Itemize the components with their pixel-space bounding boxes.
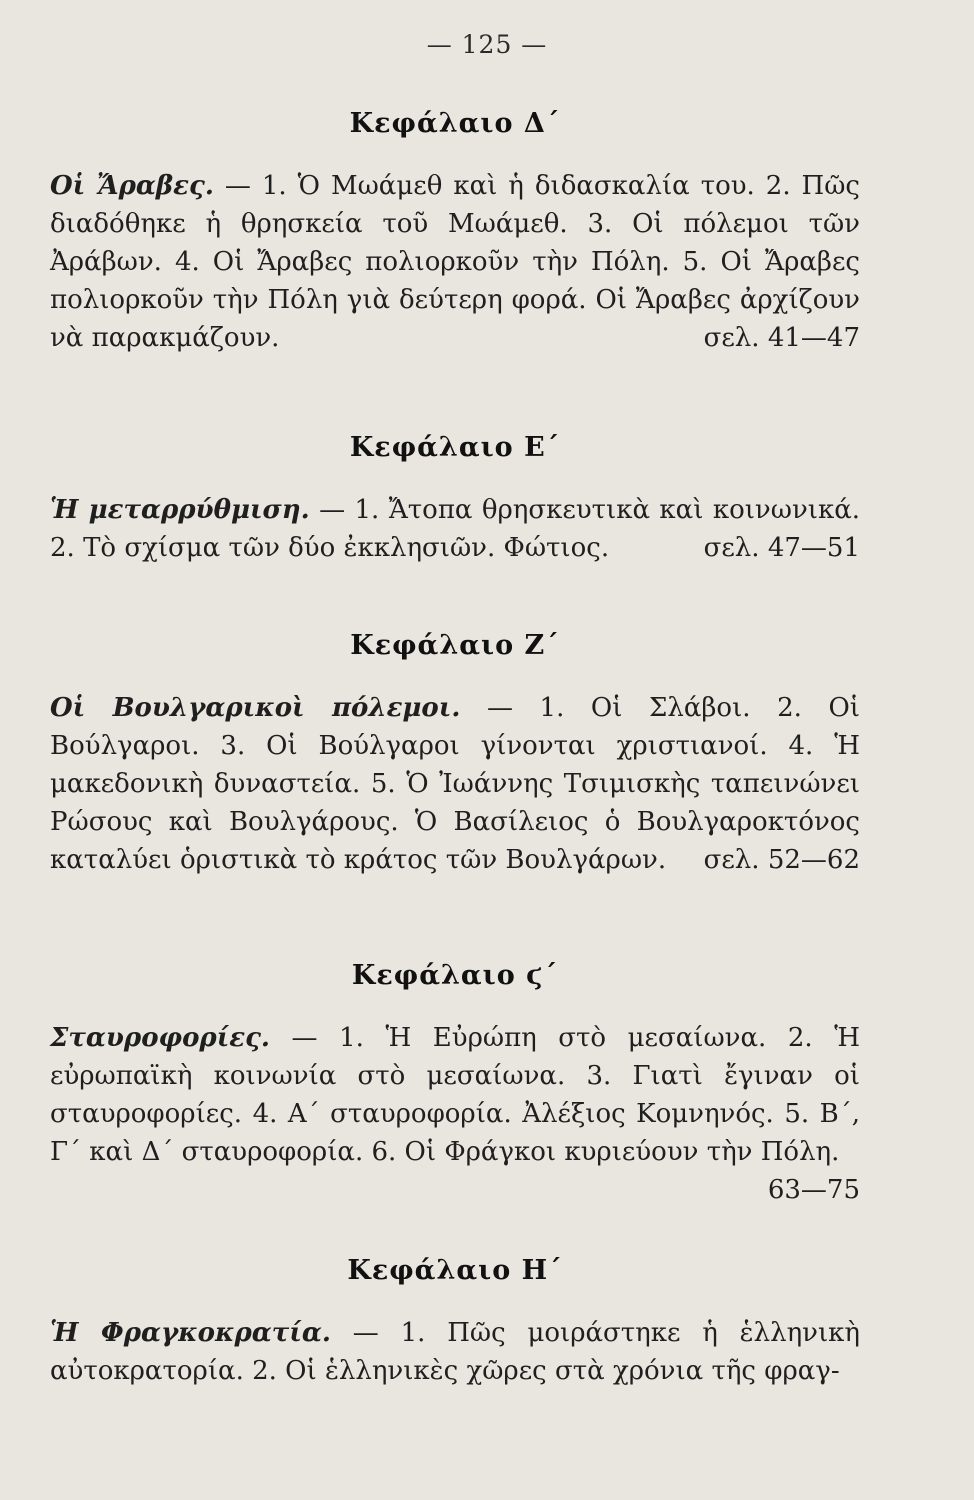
- chapter-eta: [50, 1255, 860, 1390]
- chapter-heading: Κεφάλαιο Η΄: [347, 1255, 563, 1286]
- page-range: σελ. 52—62: [703, 845, 860, 875]
- chapter-topics: — 1. Οἱ Σλάβοι. 2. Οἱ Βούλγαροι. 3. Οἱ Βούλγαροι γίνονται χριστιανοί. 4. Ἡ μακεδονικὴ δυναστεία. 5. Ὁ Ἰωάννης Τσιμισκὴς ταπεινώνει Ρώσους καὶ Βουλγάρους. Ὁ Βασίλειος ὁ Βουλγαροκτόνος καταλύει ὁριστικὰ τὸ κράτος τῶν Βουλγάρων.: [50, 693, 860, 875]
- page-range: σελ. 47—51: [703, 533, 860, 563]
- chapter-delta: [50, 108, 860, 357]
- chapter-topics: — 1. Ἄτοπα θρησκευτικὰ καὶ κοινωνικά. 2. Τὸ σχίσμα τῶν δύο ἐκκλησιῶν. Φώτιος.: [50, 495, 861, 563]
- chapter-heading: Κεφάλαιο Ζ΄: [350, 630, 560, 661]
- chapter-summary: [50, 167, 860, 357]
- page-range: σελ. 41—47: [703, 323, 860, 353]
- chapter-zeta: [50, 630, 860, 879]
- page-range: 63—75: [767, 1175, 860, 1205]
- chapter-stigma: [50, 960, 860, 1209]
- chapter-title: Οἱ Ἄραβες.: [50, 171, 214, 201]
- chapter-heading: Κεφάλαιο Δ΄: [349, 108, 561, 139]
- chapter-summary: [50, 1019, 861, 1205]
- chapter-title: Ἡ Φραγκοκρατία.: [50, 1318, 331, 1348]
- chapter-summary: [50, 1314, 860, 1390]
- chapter-heading: Κεφάλαιο ϛ΄: [351, 960, 559, 991]
- chapter-title: Σταυροφορίες.: [50, 1023, 270, 1053]
- chapter-heading: Κεφάλαιο Ε΄: [349, 432, 561, 463]
- chapter-epsilon: [50, 432, 860, 567]
- chapter-title: Ἡ μεταρρύθμιση.: [50, 495, 310, 525]
- chapter-summary: [50, 491, 860, 567]
- chapter-summary: [50, 689, 860, 879]
- chapter-title: Οἱ Βουλγαρικοὶ πόλεμοι.: [50, 693, 461, 723]
- chapter-topics: — 1. Ὁ Μωάμεθ καὶ ἡ διδασκαλία του. 2. Πῶς διαδόθηκε ἡ θρησκεία τοῦ Μωάμεθ. 3. Οἱ πόλεμοι τῶν Ἀράβων. 4. Οἱ Ἄραβες πολιορκοῦν τὴν Πόλη. 5. Οἱ Ἄραβες πολιορκοῦν τὴν Πόλη γιὰ δεύτερη φορά. Οἱ Ἄραβες ἀρχίζουν νὰ παρακμάζουν.: [50, 171, 860, 353]
- chapter-topics: — 1. Πῶς μοιράστηκε ἡ ἑλληνικὴ αὐτοκρατορία. 2. Οἱ ἑλληνικὲς χῶρες στὰ χρόνια τῆς φραγ-: [50, 1318, 860, 1386]
- chapter-topics: — 1. Ἡ Εὐρώπη στὸ μεσαίωνα. 2. Ἡ εὐρωπαϊκὴ κοινωνία στὸ μεσαίωνα. 3. Γιατὶ ἔγιναν οἱ σταυροφορίες. 4. Α΄ σταυροφορία. Ἀλέξιος Κομνηνός. 5. Β΄, Γ΄ καὶ Δ΄ σταυροφορία. 6. Οἱ Φράγκοι κυριεύουν τὴν Πόλη.: [50, 1023, 861, 1167]
- page-number: — 125 —: [426, 30, 548, 59]
